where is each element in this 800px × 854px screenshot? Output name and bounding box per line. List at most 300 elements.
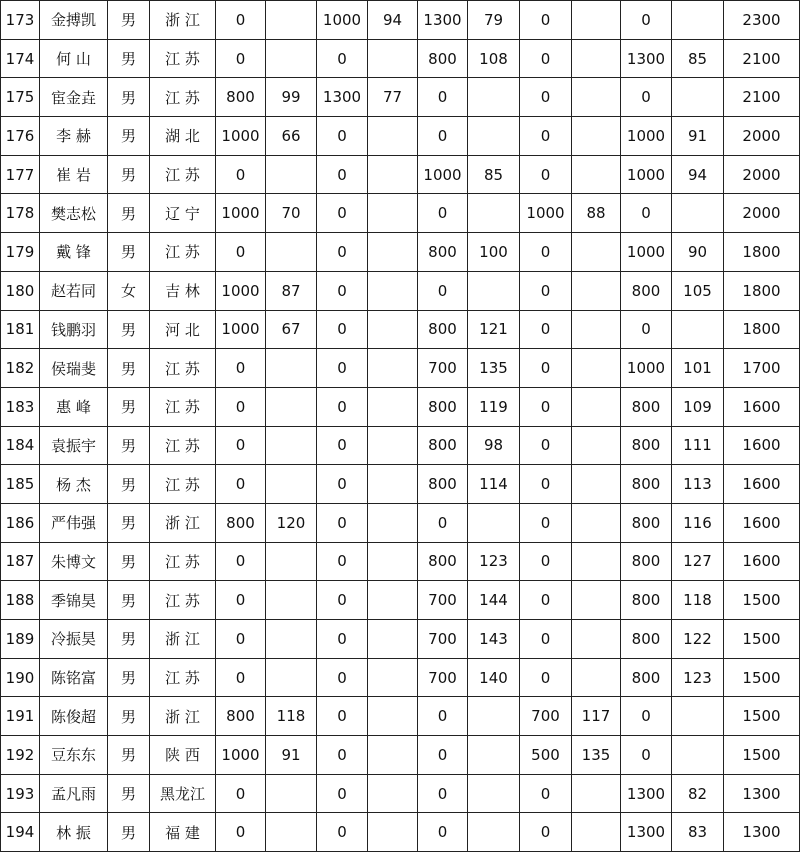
points-2-cell: 0	[317, 387, 368, 426]
total-points-cell: 1800	[724, 310, 800, 349]
gender-cell: 男	[108, 39, 150, 78]
rank-cell: 185	[1, 465, 40, 504]
place-5-cell: 82	[672, 774, 724, 813]
points-3-cell: 800	[418, 542, 468, 581]
total-points-cell: 1500	[724, 581, 800, 620]
province-cell: 江 苏	[150, 349, 216, 388]
table-row	[1, 426, 800, 465]
place-1-cell	[266, 387, 317, 426]
total-points-cell: 1800	[724, 271, 800, 310]
points-5-cell: 1000	[621, 233, 672, 272]
points-4-cell: 500	[520, 736, 572, 775]
table-row	[1, 310, 800, 349]
province-cell: 江 苏	[150, 542, 216, 581]
place-1-cell: 87	[266, 271, 317, 310]
points-5-cell: 0	[621, 697, 672, 736]
place-5-cell: 118	[672, 581, 724, 620]
place-3-cell: 119	[468, 387, 520, 426]
points-2-cell: 1000	[317, 1, 368, 40]
place-3-cell	[468, 813, 520, 852]
points-1-cell: 1000	[216, 310, 266, 349]
points-5-cell: 800	[621, 426, 672, 465]
place-5-cell: 122	[672, 620, 724, 659]
points-1-cell: 0	[216, 233, 266, 272]
table-row	[1, 658, 800, 697]
rank-cell: 184	[1, 426, 40, 465]
place-1-cell	[266, 1, 317, 40]
points-4-cell: 0	[520, 658, 572, 697]
points-5-cell: 1300	[621, 813, 672, 852]
table-row	[1, 581, 800, 620]
rank-cell: 179	[1, 233, 40, 272]
points-2-cell: 0	[317, 465, 368, 504]
rank-cell: 192	[1, 736, 40, 775]
points-1-cell: 0	[216, 426, 266, 465]
province-cell: 浙 江	[150, 1, 216, 40]
place-4-cell	[572, 387, 621, 426]
place-2-cell	[368, 697, 418, 736]
place-1-cell	[266, 155, 317, 194]
place-2-cell	[368, 658, 418, 697]
province-cell: 江 苏	[150, 39, 216, 78]
place-4-cell	[572, 233, 621, 272]
place-5-cell	[672, 78, 724, 117]
place-4-cell	[572, 39, 621, 78]
points-1-cell: 0	[216, 39, 266, 78]
place-1-cell	[266, 813, 317, 852]
total-points-cell: 1500	[724, 620, 800, 659]
name-cell: 李 赫	[40, 117, 108, 156]
points-4-cell: 0	[520, 503, 572, 542]
points-4-cell: 0	[520, 155, 572, 194]
rank-cell: 187	[1, 542, 40, 581]
place-5-cell: 109	[672, 387, 724, 426]
place-5-cell: 111	[672, 426, 724, 465]
rank-cell: 194	[1, 813, 40, 852]
place-4-cell	[572, 774, 621, 813]
place-2-cell	[368, 581, 418, 620]
points-3-cell: 0	[418, 78, 468, 117]
points-1-cell: 0	[216, 813, 266, 852]
place-1-cell	[266, 233, 317, 272]
place-3-cell: 135	[468, 349, 520, 388]
name-cell: 陈铭富	[40, 658, 108, 697]
total-points-cell: 1600	[724, 387, 800, 426]
province-cell: 浙 江	[150, 697, 216, 736]
place-2-cell	[368, 426, 418, 465]
points-2-cell: 0	[317, 310, 368, 349]
place-4-cell	[572, 813, 621, 852]
place-1-cell: 118	[266, 697, 317, 736]
place-1-cell	[266, 426, 317, 465]
gender-cell: 男	[108, 310, 150, 349]
points-1-cell: 800	[216, 697, 266, 736]
points-3-cell: 0	[418, 271, 468, 310]
province-cell: 辽 宁	[150, 194, 216, 233]
table-row	[1, 233, 800, 272]
gender-cell: 男	[108, 387, 150, 426]
total-points-cell: 2300	[724, 1, 800, 40]
place-2-cell	[368, 155, 418, 194]
place-2-cell: 94	[368, 1, 418, 40]
name-cell: 赵若同	[40, 271, 108, 310]
points-2-cell: 0	[317, 349, 368, 388]
place-2-cell: 77	[368, 78, 418, 117]
place-4-cell	[572, 349, 621, 388]
total-points-cell: 1600	[724, 542, 800, 581]
total-points-cell: 1300	[724, 813, 800, 852]
rank-cell: 183	[1, 387, 40, 426]
place-4-cell: 88	[572, 194, 621, 233]
place-4-cell	[572, 426, 621, 465]
place-2-cell	[368, 310, 418, 349]
place-4-cell: 117	[572, 697, 621, 736]
place-3-cell	[468, 194, 520, 233]
name-cell: 严伟强	[40, 503, 108, 542]
rank-cell: 191	[1, 697, 40, 736]
place-4-cell	[572, 1, 621, 40]
points-2-cell: 0	[317, 658, 368, 697]
points-5-cell: 1000	[621, 117, 672, 156]
points-5-cell: 800	[621, 542, 672, 581]
province-cell: 黑龙江	[150, 774, 216, 813]
points-2-cell: 0	[317, 39, 368, 78]
points-1-cell: 1000	[216, 194, 266, 233]
points-3-cell: 0	[418, 736, 468, 775]
gender-cell: 男	[108, 813, 150, 852]
points-1-cell: 0	[216, 774, 266, 813]
place-1-cell: 91	[266, 736, 317, 775]
points-2-cell: 0	[317, 194, 368, 233]
gender-cell: 男	[108, 1, 150, 40]
points-4-cell: 0	[520, 78, 572, 117]
points-1-cell: 1000	[216, 117, 266, 156]
place-2-cell	[368, 813, 418, 852]
place-4-cell	[572, 117, 621, 156]
place-1-cell	[266, 581, 317, 620]
place-3-cell: 85	[468, 155, 520, 194]
gender-cell: 男	[108, 349, 150, 388]
total-points-cell: 2100	[724, 78, 800, 117]
place-2-cell	[368, 349, 418, 388]
rank-cell: 175	[1, 78, 40, 117]
place-1-cell: 99	[266, 78, 317, 117]
province-cell: 福 建	[150, 813, 216, 852]
place-2-cell	[368, 736, 418, 775]
points-3-cell: 700	[418, 658, 468, 697]
table-row	[1, 78, 800, 117]
table-row	[1, 813, 800, 852]
province-cell: 河 北	[150, 310, 216, 349]
place-5-cell: 85	[672, 39, 724, 78]
place-5-cell	[672, 697, 724, 736]
table-row	[1, 542, 800, 581]
rank-cell: 178	[1, 194, 40, 233]
points-4-cell: 0	[520, 542, 572, 581]
points-4-cell: 1000	[520, 194, 572, 233]
place-2-cell	[368, 542, 418, 581]
gender-cell: 男	[108, 542, 150, 581]
place-5-cell: 94	[672, 155, 724, 194]
place-3-cell: 108	[468, 39, 520, 78]
place-4-cell	[572, 78, 621, 117]
place-3-cell	[468, 736, 520, 775]
total-points-cell: 2000	[724, 194, 800, 233]
points-5-cell: 1300	[621, 39, 672, 78]
place-3-cell	[468, 117, 520, 156]
name-cell: 季锦昊	[40, 581, 108, 620]
place-5-cell: 105	[672, 271, 724, 310]
place-5-cell: 90	[672, 233, 724, 272]
place-3-cell: 143	[468, 620, 520, 659]
table-row	[1, 503, 800, 542]
points-3-cell: 0	[418, 813, 468, 852]
points-3-cell: 700	[418, 620, 468, 659]
points-4-cell: 0	[520, 426, 572, 465]
total-points-cell: 1500	[724, 658, 800, 697]
points-4-cell: 0	[520, 117, 572, 156]
place-3-cell: 121	[468, 310, 520, 349]
place-2-cell	[368, 387, 418, 426]
place-1-cell	[266, 774, 317, 813]
points-3-cell: 1000	[418, 155, 468, 194]
province-cell: 江 苏	[150, 658, 216, 697]
points-4-cell: 0	[520, 349, 572, 388]
rank-cell: 193	[1, 774, 40, 813]
gender-cell: 男	[108, 697, 150, 736]
gender-cell: 男	[108, 117, 150, 156]
points-5-cell: 0	[621, 194, 672, 233]
points-2-cell: 0	[317, 155, 368, 194]
place-2-cell	[368, 194, 418, 233]
points-4-cell: 0	[520, 774, 572, 813]
points-4-cell: 0	[520, 465, 572, 504]
name-cell: 林 振	[40, 813, 108, 852]
table-row	[1, 465, 800, 504]
province-cell: 浙 江	[150, 620, 216, 659]
place-4-cell	[572, 658, 621, 697]
place-4-cell	[572, 271, 621, 310]
place-5-cell: 116	[672, 503, 724, 542]
points-5-cell: 0	[621, 1, 672, 40]
province-cell: 浙 江	[150, 503, 216, 542]
points-1-cell: 0	[216, 465, 266, 504]
points-2-cell: 0	[317, 117, 368, 156]
points-5-cell: 800	[621, 503, 672, 542]
rank-cell: 186	[1, 503, 40, 542]
place-2-cell	[368, 117, 418, 156]
rank-cell: 174	[1, 39, 40, 78]
table-row	[1, 349, 800, 388]
place-1-cell	[266, 620, 317, 659]
place-5-cell: 127	[672, 542, 724, 581]
name-cell: 陈俊超	[40, 697, 108, 736]
points-5-cell: 800	[621, 271, 672, 310]
points-4-cell: 0	[520, 620, 572, 659]
name-cell: 惠 峰	[40, 387, 108, 426]
place-3-cell: 79	[468, 1, 520, 40]
points-4-cell: 0	[520, 310, 572, 349]
points-5-cell: 800	[621, 465, 672, 504]
points-1-cell: 1000	[216, 271, 266, 310]
place-3-cell: 114	[468, 465, 520, 504]
points-3-cell: 0	[418, 503, 468, 542]
province-cell: 江 苏	[150, 78, 216, 117]
table-row	[1, 117, 800, 156]
place-4-cell: 135	[572, 736, 621, 775]
province-cell: 陕 西	[150, 736, 216, 775]
name-cell: 朱博文	[40, 542, 108, 581]
table-body	[1, 1, 800, 852]
place-3-cell: 123	[468, 542, 520, 581]
name-cell: 樊志松	[40, 194, 108, 233]
place-1-cell: 67	[266, 310, 317, 349]
rank-cell: 177	[1, 155, 40, 194]
gender-cell: 女	[108, 271, 150, 310]
gender-cell: 男	[108, 194, 150, 233]
gender-cell: 男	[108, 233, 150, 272]
place-2-cell	[368, 233, 418, 272]
points-4-cell: 0	[520, 1, 572, 40]
points-3-cell: 800	[418, 426, 468, 465]
points-1-cell: 800	[216, 503, 266, 542]
rank-cell: 182	[1, 349, 40, 388]
points-1-cell: 0	[216, 658, 266, 697]
table-row	[1, 697, 800, 736]
gender-cell: 男	[108, 503, 150, 542]
gender-cell: 男	[108, 774, 150, 813]
name-cell: 金搏凯	[40, 1, 108, 40]
place-5-cell: 123	[672, 658, 724, 697]
place-3-cell: 140	[468, 658, 520, 697]
place-1-cell: 120	[266, 503, 317, 542]
province-cell: 江 苏	[150, 155, 216, 194]
points-2-cell: 0	[317, 271, 368, 310]
points-4-cell: 0	[520, 387, 572, 426]
place-1-cell	[266, 542, 317, 581]
points-5-cell: 800	[621, 620, 672, 659]
name-cell: 侯瑞斐	[40, 349, 108, 388]
points-2-cell: 0	[317, 426, 368, 465]
total-points-cell: 1600	[724, 503, 800, 542]
points-2-cell: 0	[317, 542, 368, 581]
points-3-cell: 800	[418, 465, 468, 504]
gender-cell: 男	[108, 581, 150, 620]
points-2-cell: 1300	[317, 78, 368, 117]
points-3-cell: 0	[418, 697, 468, 736]
place-4-cell	[572, 503, 621, 542]
place-4-cell	[572, 465, 621, 504]
place-1-cell	[266, 349, 317, 388]
points-1-cell: 0	[216, 620, 266, 659]
place-3-cell: 100	[468, 233, 520, 272]
place-2-cell	[368, 774, 418, 813]
province-cell: 江 苏	[150, 233, 216, 272]
points-4-cell: 0	[520, 581, 572, 620]
place-1-cell	[266, 658, 317, 697]
table-row	[1, 39, 800, 78]
place-3-cell	[468, 271, 520, 310]
table-row	[1, 271, 800, 310]
place-2-cell	[368, 39, 418, 78]
name-cell: 宦金垚	[40, 78, 108, 117]
place-4-cell	[572, 310, 621, 349]
total-points-cell: 2100	[724, 39, 800, 78]
province-cell: 湖 北	[150, 117, 216, 156]
points-2-cell: 0	[317, 736, 368, 775]
place-5-cell	[672, 310, 724, 349]
name-cell: 戴 锋	[40, 233, 108, 272]
table-row	[1, 774, 800, 813]
table-row	[1, 387, 800, 426]
points-1-cell: 800	[216, 78, 266, 117]
table-row	[1, 194, 800, 233]
rank-cell: 181	[1, 310, 40, 349]
points-1-cell: 0	[216, 387, 266, 426]
place-4-cell	[572, 155, 621, 194]
points-3-cell: 700	[418, 349, 468, 388]
gender-cell: 男	[108, 736, 150, 775]
points-5-cell: 800	[621, 581, 672, 620]
province-cell: 江 苏	[150, 387, 216, 426]
name-cell: 豆东东	[40, 736, 108, 775]
points-5-cell: 0	[621, 310, 672, 349]
gender-cell: 男	[108, 658, 150, 697]
place-2-cell	[368, 465, 418, 504]
name-cell: 杨 杰	[40, 465, 108, 504]
rank-cell: 188	[1, 581, 40, 620]
points-3-cell: 0	[418, 117, 468, 156]
points-3-cell: 800	[418, 233, 468, 272]
points-2-cell: 0	[317, 620, 368, 659]
place-5-cell	[672, 1, 724, 40]
gender-cell: 男	[108, 78, 150, 117]
place-3-cell	[468, 774, 520, 813]
gender-cell: 男	[108, 426, 150, 465]
total-points-cell: 1300	[724, 774, 800, 813]
points-3-cell: 700	[418, 581, 468, 620]
place-4-cell	[572, 620, 621, 659]
place-2-cell	[368, 271, 418, 310]
name-cell: 袁振宇	[40, 426, 108, 465]
points-2-cell: 0	[317, 233, 368, 272]
rank-cell: 190	[1, 658, 40, 697]
place-2-cell	[368, 503, 418, 542]
name-cell: 崔 岩	[40, 155, 108, 194]
points-5-cell: 800	[621, 658, 672, 697]
province-cell: 江 苏	[150, 426, 216, 465]
points-5-cell: 800	[621, 387, 672, 426]
points-4-cell: 0	[520, 233, 572, 272]
table-row	[1, 155, 800, 194]
points-1-cell: 0	[216, 542, 266, 581]
points-3-cell: 800	[418, 310, 468, 349]
points-5-cell: 1000	[621, 155, 672, 194]
total-points-cell: 2000	[724, 155, 800, 194]
place-2-cell	[368, 620, 418, 659]
name-cell: 钱鹏羽	[40, 310, 108, 349]
gender-cell: 男	[108, 155, 150, 194]
total-points-cell: 1600	[724, 465, 800, 504]
points-2-cell: 0	[317, 813, 368, 852]
points-4-cell: 700	[520, 697, 572, 736]
place-3-cell	[468, 78, 520, 117]
province-cell: 吉 林	[150, 271, 216, 310]
gender-cell: 男	[108, 465, 150, 504]
points-3-cell: 1300	[418, 1, 468, 40]
total-points-cell: 1700	[724, 349, 800, 388]
place-4-cell	[572, 542, 621, 581]
